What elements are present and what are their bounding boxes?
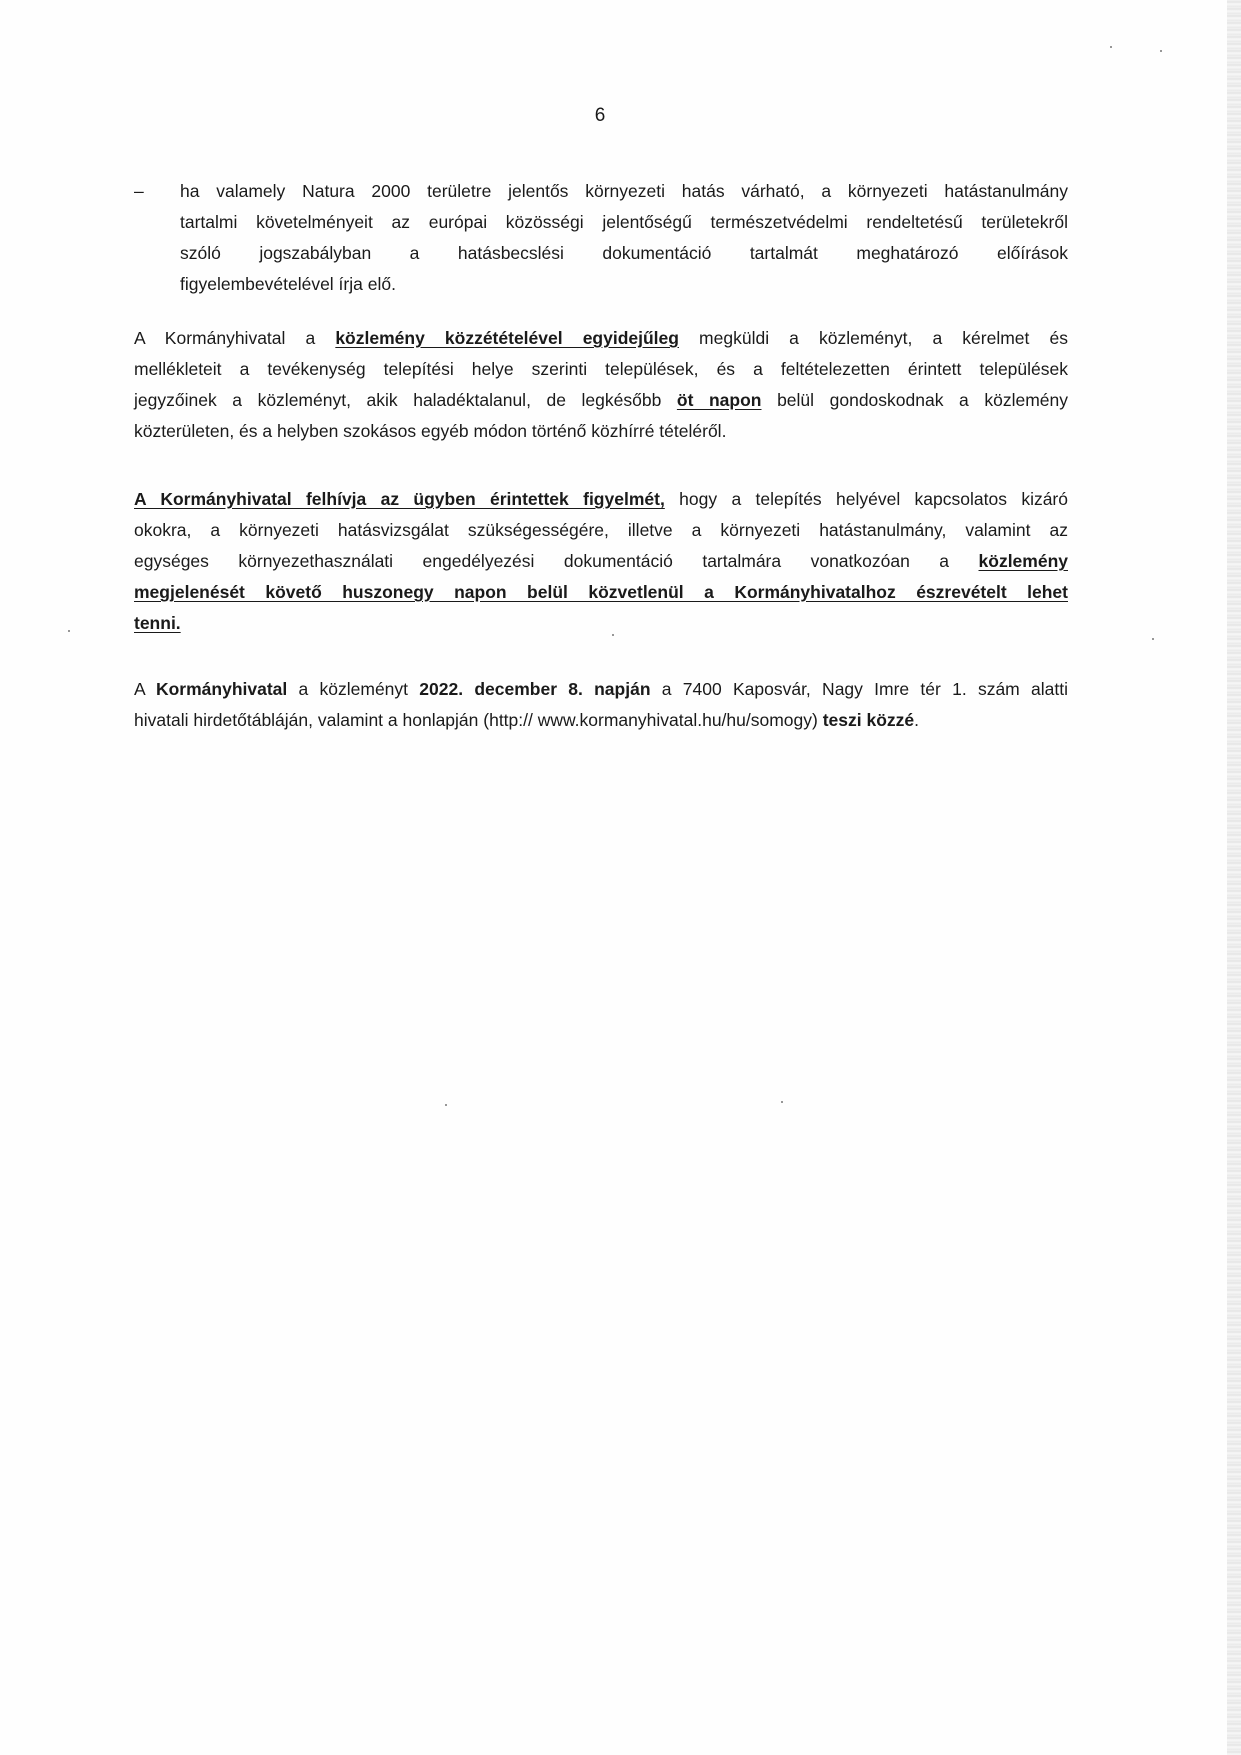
text-line: [134, 674, 1068, 705]
emphasis-text: közlemény közzétételével egyidejűleg: [335, 328, 679, 348]
text-line: figyelembevételével írja elő.: [180, 274, 396, 294]
bold-text: teszi közzé: [822, 710, 915, 730]
text-run: egységes környezethasználati engedélyezési dokumentáció tartalmára vonatkozóan a: [134, 551, 979, 571]
scan-speck: [445, 1104, 447, 1106]
text-line: okokra, a környezeti hatásvizsgálat szükségességére, illetve a környezeti hatástanulmány, valamint az: [134, 520, 1068, 540]
text-line: [134, 484, 1068, 515]
list-bullet: –: [134, 181, 144, 201]
text-line: ha valamely Natura 2000 területre jelentős környezeti hatás várható, a környezeti hatástanulmány: [180, 181, 1068, 201]
emphasis-text: közlemény: [978, 551, 1068, 571]
text-run: hogy a telepítés helyével kapcsolatos kizáró: [664, 489, 1068, 509]
paragraph-notice: [134, 484, 1068, 639]
scan-speck: [1110, 46, 1112, 48]
page-number: 6: [594, 105, 606, 126]
bold-text: 2022. december 8. napján: [419, 679, 651, 699]
paragraph-publication: [134, 674, 1068, 736]
emphasis-line: megjelenését követő huszonegy napon belül közvetlenül a Kormányhivatalhoz észrevételt lehet: [134, 582, 1068, 602]
emphasis-line: tenni.: [134, 613, 181, 633]
paragraph-distribution: [134, 323, 1068, 447]
text-run: a 7400 Kaposvár, Nagy Imre tér 1. szám alatti: [650, 679, 1068, 699]
text-run: A: [134, 679, 156, 699]
text-line: szóló jogszabályban a hatásbecslési dokumentáció tartalmát meghatározó előírások: [180, 243, 1068, 263]
text-run: .: [914, 710, 920, 730]
text-run: a közleményt: [287, 679, 420, 699]
text-run: megküldi a közleményt, a kérelmet és: [678, 328, 1068, 348]
text-line: [134, 385, 1068, 416]
text-line: [134, 323, 1068, 354]
scan-speck: [1160, 50, 1162, 52]
text-line: mellékleteit a tevékenység telepítési helye szerinti települések, és a feltételezetten érintett települések: [134, 359, 1068, 379]
scan-speck: [68, 630, 70, 632]
text-run: A Kormányhivatal a: [134, 328, 336, 348]
list-item-text: [180, 176, 1068, 300]
text-line: [134, 705, 1068, 736]
text-line: [134, 546, 1068, 577]
text-line: tartalmi követelményeit az európai közösségi jelentőségű természetvédelmi rendeltetésű területekről: [180, 212, 1068, 232]
emphasis-text: A Kormányhivatal felhívja az ügyben érintettek figyelmét,: [134, 489, 665, 509]
bold-text: Kormányhivatal: [155, 679, 288, 699]
text-run: hivatali hirdetőtábláján, valamint a honlapján (http:// www.kormanyhivatal.hu/hu/somogy): [134, 710, 823, 730]
scan-speck: [781, 1101, 783, 1103]
text-line: közterületen, és a helyben szokásos egyéb módon történő közhírré tételéről.: [134, 421, 727, 441]
scan-edge-artifact: [1227, 0, 1241, 1755]
emphasis-text: öt napon: [676, 390, 762, 410]
text-run: belül gondoskodnak a közlemény: [761, 390, 1068, 410]
scan-speck: [1152, 638, 1154, 640]
text-run: jegyzőinek a közleményt, akik haladéktalanul, de legkésőbb: [134, 390, 677, 410]
